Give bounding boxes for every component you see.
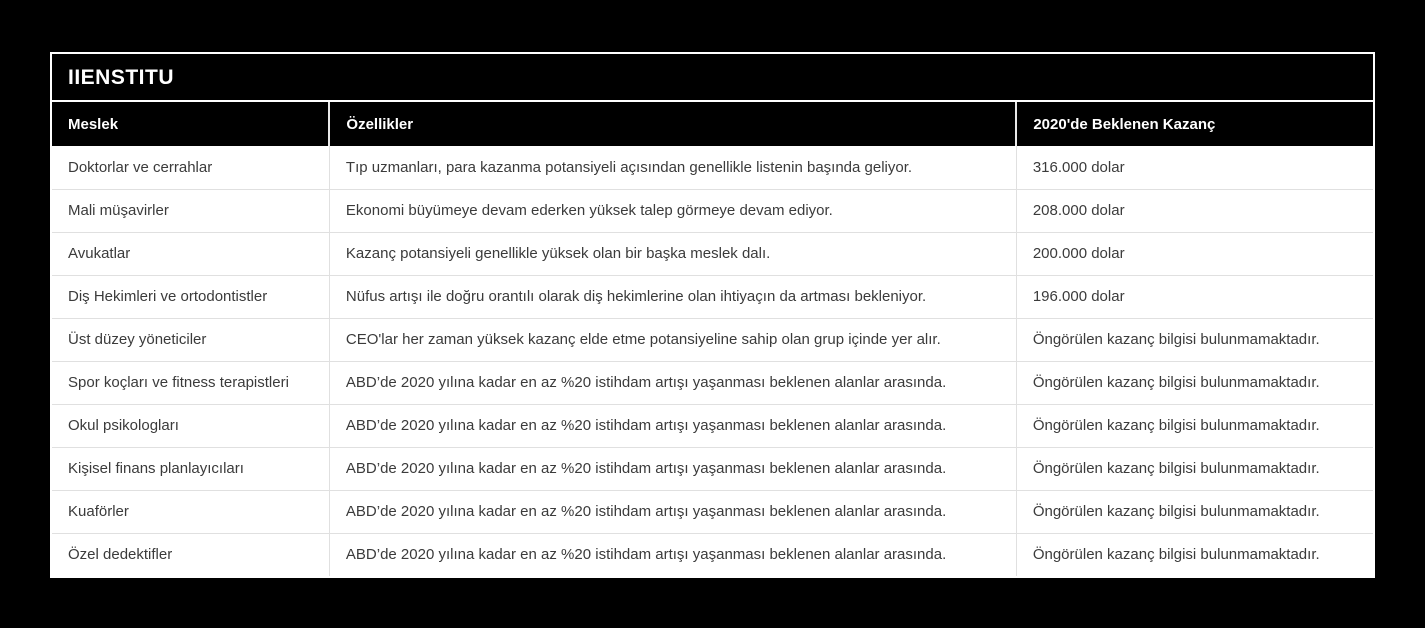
table-row [52, 146, 1373, 189]
table-header-row [52, 102, 1373, 146]
cell-meslek: Diş Hekimleri ve ortodontistler [52, 275, 329, 318]
cell-meslek: Kişisel finans planlayıcıları [52, 447, 329, 490]
table-body [52, 146, 1373, 576]
table-title: IIENSTITU [68, 66, 175, 89]
cell-kazanc: Öngörülen kazanç bilgisi bulunmamaktadır. [1016, 533, 1373, 576]
cell-meslek: Kuaförler [52, 490, 329, 533]
table-row [52, 232, 1373, 275]
cell-meslek: Özel dedektifler [52, 533, 329, 576]
column-header-kazanc: 2020'de Beklenen Kazanç [1016, 102, 1373, 146]
table-row [52, 533, 1373, 576]
cell-ozellikler: ABD’de 2020 yılına kadar en az %20 istihdam artışı yaşanması beklenen alanlar arasında. [329, 533, 1016, 576]
cell-meslek: Mali müşavirler [52, 189, 329, 232]
cell-ozellikler: CEO'lar her zaman yüksek kazanç elde etme potansiyeline sahip olan grup içinde yer alır. [329, 318, 1016, 361]
cell-meslek: Üst düzey yöneticiler [52, 318, 329, 361]
cell-kazanc: 200.000 dolar [1016, 232, 1373, 275]
table-row [52, 275, 1373, 318]
table-row [52, 447, 1373, 490]
cell-kazanc: Öngörülen kazanç bilgisi bulunmamaktadır. [1016, 318, 1373, 361]
cell-ozellikler: Nüfus artışı ile doğru orantılı olarak diş hekimlerine olan ihtiyaçın da artması bekleniyor. [329, 275, 1016, 318]
cell-ozellikler: ABD’de 2020 yılına kadar en az %20 istihdam artışı yaşanması beklenen alanlar arasında. [329, 361, 1016, 404]
column-header-ozellikler: Özellikler [329, 102, 1016, 146]
cell-meslek: Okul psikologları [52, 404, 329, 447]
cell-kazanc: 196.000 dolar [1016, 275, 1373, 318]
cell-kazanc: Öngörülen kazanç bilgisi bulunmamaktadır. [1016, 490, 1373, 533]
cell-kazanc: 208.000 dolar [1016, 189, 1373, 232]
column-header-meslek: Meslek [52, 102, 329, 146]
cell-ozellikler: Kazanç potansiyeli genellikle yüksek olan bir başka meslek dalı. [329, 232, 1016, 275]
table-row [52, 490, 1373, 533]
cell-kazanc: 316.000 dolar [1016, 146, 1373, 189]
table-title-bar [52, 54, 1373, 102]
earnings-table [52, 102, 1373, 576]
table-row [52, 404, 1373, 447]
table-row [52, 361, 1373, 404]
table-row [52, 189, 1373, 232]
cell-kazanc: Öngörülen kazanç bilgisi bulunmamaktadır. [1016, 447, 1373, 490]
cell-ozellikler: Ekonomi büyümeye devam ederken yüksek talep görmeye devam ediyor. [329, 189, 1016, 232]
cell-ozellikler: ABD’de 2020 yılına kadar en az %20 istihdam artışı yaşanması beklenen alanlar arasında. [329, 447, 1016, 490]
cell-meslek: Doktorlar ve cerrahlar [52, 146, 329, 189]
cell-ozellikler: Tıp uzmanları, para kazanma potansiyeli açısından genellikle listenin başında geliyor. [329, 146, 1016, 189]
professions-table [50, 52, 1375, 578]
cell-meslek: Spor koçları ve fitness terapistleri [52, 361, 329, 404]
cell-ozellikler: ABD’de 2020 yılına kadar en az %20 istihdam artışı yaşanması beklenen alanlar arasında. [329, 404, 1016, 447]
cell-ozellikler: ABD’de 2020 yılına kadar en az %20 istihdam artışı yaşanması beklenen alanlar arasında. [329, 490, 1016, 533]
cell-meslek: Avukatlar [52, 232, 329, 275]
table-row [52, 318, 1373, 361]
cell-kazanc: Öngörülen kazanç bilgisi bulunmamaktadır. [1016, 361, 1373, 404]
cell-kazanc: Öngörülen kazanç bilgisi bulunmamaktadır. [1016, 404, 1373, 447]
